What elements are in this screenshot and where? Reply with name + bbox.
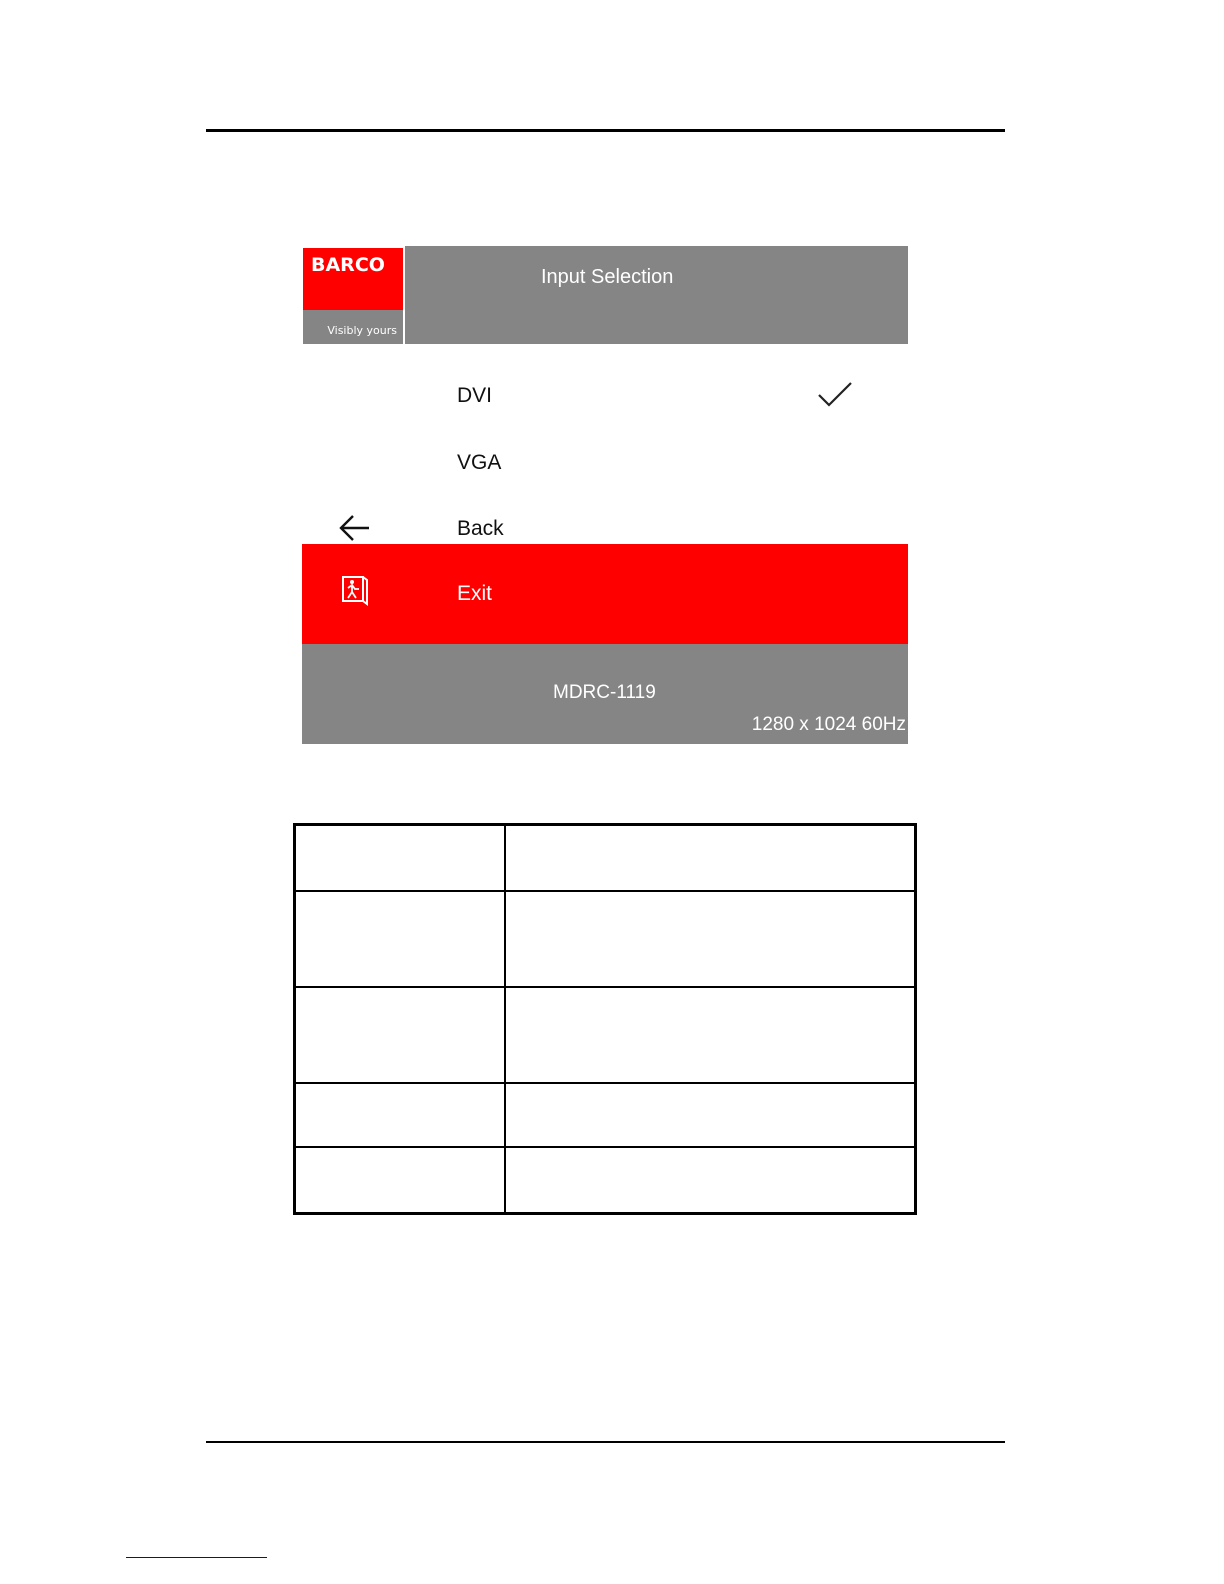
exit-icon <box>340 574 370 606</box>
barco-logo <box>303 248 403 344</box>
menu-item-label: DVI <box>457 384 493 407</box>
menu-item-label: Back <box>457 517 504 540</box>
footer-link-underline <box>126 1557 267 1558</box>
menu-item-exit[interactable] <box>302 544 908 644</box>
osd-title: Input Selection <box>541 266 674 288</box>
osd-menu <box>302 246 908 744</box>
arrow-left-icon <box>338 513 372 543</box>
menu-item-back[interactable] <box>302 509 908 545</box>
menu-item-label: Exit <box>457 582 493 605</box>
logo-tagline: Visibly yours <box>327 324 397 337</box>
description-table <box>293 823 917 1215</box>
osd-footer <box>302 644 908 744</box>
logo-text: BARCO <box>311 254 385 276</box>
header-rule <box>206 129 1005 132</box>
resolution-readout: 1280 x 1024 60Hz <box>751 714 906 735</box>
check-icon <box>816 380 854 410</box>
osd-header <box>302 246 908 344</box>
menu-item-label: VGA <box>457 451 502 474</box>
footer-rule <box>206 1441 1005 1443</box>
menu-item-vga[interactable] <box>302 443 908 483</box>
model-name: MDRC-1119 <box>553 682 656 703</box>
menu-item-dvi[interactable] <box>302 376 908 416</box>
osd-title-bar <box>405 246 908 344</box>
